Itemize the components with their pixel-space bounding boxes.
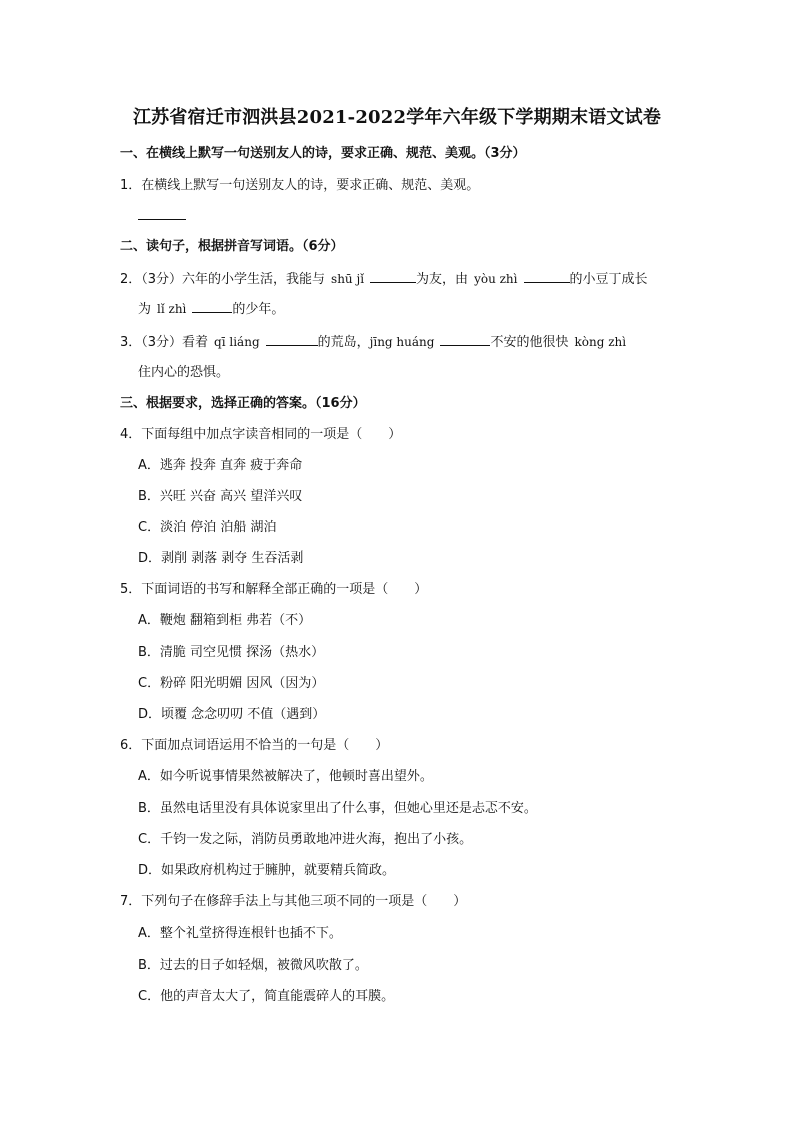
section-heading-3: 三、根据要求，选择正确的答案。（16分）: [120, 396, 366, 411]
question-3-line-1: [120, 333, 626, 352]
q4-option-b[interactable]: B．兴旺 兴奋 高兴 望洋兴叹: [138, 489, 303, 504]
q5-option-d[interactable]: D．顷覆 念念叨叨 不值（遇到）: [138, 707, 326, 722]
q2-blank-2[interactable]: [524, 270, 570, 283]
question-2-line-2: [138, 300, 284, 319]
q5-option-c[interactable]: C．粉碎 阳光明媚 因风（因为）: [138, 676, 325, 691]
q4-option-a[interactable]: A．逃奔 投奔 直奔 疲于奔命: [138, 458, 303, 473]
q7-option-a[interactable]: A．整个礼堂挤得连根针也插不下。: [138, 926, 342, 941]
q3-pinyin-2: jīng huáng: [369, 335, 435, 349]
q5-option-b[interactable]: B．清脆 司空见惯 探汤（热水）: [138, 645, 325, 660]
question-2-line-1: [120, 270, 648, 289]
section-heading-1: 一、在横线上默写一句送别友人的诗，要求正确、规范、美观。（3分）: [120, 146, 526, 161]
q2-pinyin-3: lǐ zhì: [157, 302, 187, 316]
answer-blank-1[interactable]: [138, 207, 186, 226]
q2-pinyin-2: yòu zhì: [474, 272, 518, 286]
question-3-line-2: 住内心的恐惧。: [138, 365, 230, 380]
q7-option-b[interactable]: B．过去的日子如轻烟，被微风吹散了。: [138, 958, 368, 973]
section-heading-2: 二、读句子，根据拼音写词语。（6分）: [120, 239, 344, 254]
page-title: 江苏省宿迁市泗洪县2021-2022学年六年级下学期期末语文试卷: [132, 107, 662, 128]
q2-blank-3[interactable]: [192, 300, 232, 313]
q2-end: 的少年。: [232, 302, 285, 317]
q7-option-c[interactable]: C．他的声音太大了，简直能震碎人的耳膜。: [138, 989, 395, 1004]
q6-option-c[interactable]: C．千钧一发之际，消防员勇敢地冲进火海，抱出了小孩。: [138, 832, 473, 847]
q3-blank-2[interactable]: [440, 333, 490, 346]
question-5-stem: 5．下面词语的书写和解释全部正确的一项是（ ）: [120, 582, 428, 597]
q3-prefix: 3．（3分）看着: [120, 335, 209, 350]
q2-mid-2: 的小豆丁成长: [569, 272, 648, 287]
q2-blank-1[interactable]: [370, 270, 416, 283]
question-6-stem: 6．下面加点词语运用不恰当的一句是（ ）: [120, 738, 389, 753]
q4-option-c[interactable]: C．淡泊 停泊 泊船 湖泊: [138, 520, 277, 535]
question-7-stem: 7．下列句子在修辞手法上与其他三项不同的一项是（ ）: [120, 894, 467, 909]
q3-mid-1: 的荒岛，: [317, 335, 370, 350]
question-4-stem: 4．下面每组中加点字读音相同的一项是（ ）: [120, 427, 402, 442]
q3-blank-1[interactable]: [266, 333, 318, 346]
q2-pinyin-1: shū jǐ: [331, 272, 365, 286]
q6-option-b[interactable]: B．虽然电话里没有具体说家里出了什么事，但她心里还是忐忑不安。: [138, 801, 537, 816]
q3-pinyin-1: qī liáng: [214, 335, 260, 349]
q6-option-d[interactable]: D．如果政府机构过于臃肿，就要精兵简政。: [138, 863, 396, 878]
q2-mid-1: 为友，由: [416, 272, 469, 287]
q2-prefix: 2．（3分）六年的小学生活，我能与: [120, 272, 326, 287]
q3-mid-2: 不安的他很快: [490, 335, 569, 350]
q5-option-a[interactable]: A．鞭炮 翻箱到柜 弗若（不）: [138, 613, 312, 628]
q3-pinyin-3: kòng zhì: [574, 335, 627, 349]
q4-option-d[interactable]: D．剥削 剥落 剥夺 生吞活剥: [138, 551, 304, 566]
q2-line2-prefix: 为: [138, 302, 152, 317]
question-1: 1．在横线上默写一句送别友人的诗，要求正确、规范、美观。: [120, 178, 480, 193]
q6-option-a[interactable]: A．如今听说事情果然被解决了，他顿时喜出望外。: [138, 769, 433, 784]
